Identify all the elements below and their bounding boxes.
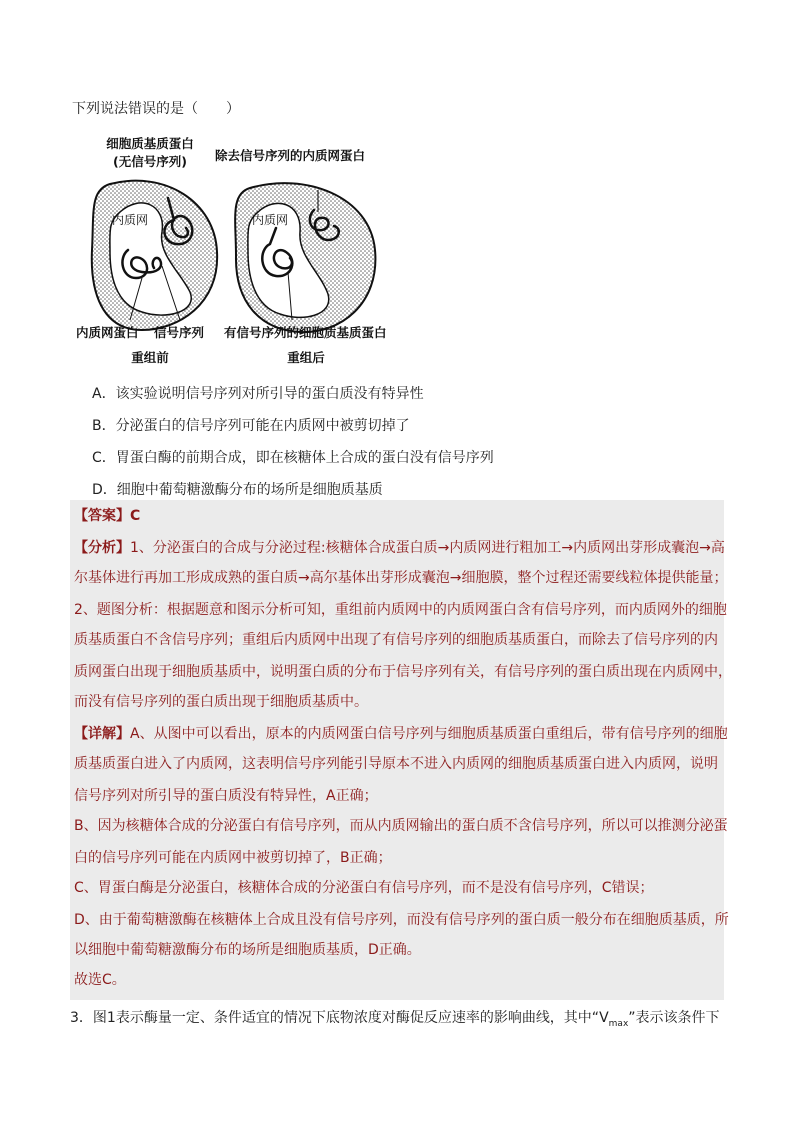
next-question [70, 1008, 720, 1034]
label-removed-signal: 除去信号序列的内质网蛋白 [214, 148, 366, 163]
final-choice: 故选C。 [74, 972, 126, 988]
analysis-line-6: 而没有信号序列的蛋白质出现于细胞质基质中。 [74, 694, 368, 710]
answer-value: C [130, 508, 141, 524]
next-question-text: 3．图1表示酶量一定、条件适宜的情况下底物浓度对酶促反应速率的影响曲线，其中“V [70, 1010, 609, 1026]
label-er-left: 内质网 [112, 213, 149, 227]
detail-line-6: C、胃蛋白酶是分泌蛋白，核糖体合成的分泌蛋白有信号序列，而不是没有信号序列，C错误； [74, 880, 654, 896]
analysis-line-3: 2、题图分析：根据题意和图示分析可知，重组前内质网中的内质网蛋白含有信号序列，而内质网外的细胞 [74, 602, 727, 618]
detail-tag: 【详解】 [74, 726, 130, 742]
detail-line-5: 白的信号序列可能在内质网中被剪切掉了，B正确； [74, 850, 392, 866]
analysis-line-4: 质基质蛋白不含信号序列；重组后内质网中出现了有信号序列的细胞质基质蛋白，而除去了信号序列的内 [74, 632, 718, 648]
label-signal-seq: 信号序列 [154, 325, 205, 340]
answer-line [74, 506, 140, 526]
detail-line-8: 以细胞中葡萄糖激酶分布的场所是细胞质基质，D正确。 [74, 942, 421, 958]
solution-panel [70, 500, 732, 1000]
option-d: D．细胞中葡萄糖激酶分布的场所是细胞质基质 [92, 482, 383, 498]
detail-line-1 [74, 724, 728, 744]
option-c: C．胃蛋白酶的前期合成，即在核糖体上合成的蛋白没有信号序列 [92, 450, 494, 466]
label-with-signal-cyto: 有信号序列的细胞质基质蛋白 [224, 325, 387, 340]
analysis-text-1: 1、分泌蛋白的合成与分泌过程:核糖体合成蛋白质→内质网进行粗加工→内质网出芽形成囊泡→高 [130, 540, 725, 556]
caption-after: 重组后 [287, 350, 325, 365]
answer-options [92, 378, 494, 506]
detail-line-4: B、因为核糖体合成的分泌蛋白有信号序列，而从内质网输出的蛋白质不含信号序列，所以可以推测分泌蛋 [74, 818, 728, 834]
label-er-right: 内质网 [252, 213, 289, 227]
label-no-signal: (无信号序列) [113, 154, 187, 169]
detail-text-1: A、从图中可以看出，原本的内质网蛋白信号序列与细胞质基质蛋白重组后，带有信号序列的细胞 [130, 726, 728, 742]
detail-line-2: 质基质蛋白进入了内质网，这表明信号序列能引导原本不进入内质网的细胞质基质蛋白进入内质网，说明 [74, 756, 718, 772]
label-cyto-protein: 细胞质基质蛋白 [106, 136, 194, 151]
cell-after [235, 183, 375, 332]
analysis-tag: 【分析】 [74, 540, 130, 556]
caption-before: 重组前 [131, 350, 169, 365]
option-a: A．该实验说明信号序列对所引导的蛋白质没有特异性 [92, 386, 424, 402]
analysis-line-1 [74, 538, 725, 558]
detail-line-3: 信号序列对所引导的蛋白质没有特异性，A正确； [74, 788, 378, 804]
vmax-subscript: max [608, 1018, 629, 1029]
protein-sorting-figure [70, 132, 430, 372]
question-stem: 下列说法错误的是（ ） [72, 101, 240, 117]
label-er-protein: 内质网蛋白 [76, 325, 139, 340]
cell-before [92, 181, 217, 330]
detail-line-7: D、由于葡萄糖激酶在核糖体上合成且没有信号序列，而没有信号序列的蛋白质一般分布在细胞质基质，所 [74, 912, 729, 928]
analysis-line-5: 质网蛋白出现于细胞质基质中，说明蛋白质的分布于信号序列有关，有信号序列的蛋白质出现在内质网中， [74, 664, 732, 680]
answer-tag: 【答案】 [74, 508, 130, 524]
protein-sorting-diagram [70, 132, 430, 372]
next-question-tail: ”表示该条件下 [628, 1010, 720, 1026]
option-b: B．分泌蛋白的信号序列可能在内质网中被剪切掉了 [92, 418, 410, 434]
analysis-line-2: 尔基体进行再加工形成成熟的蛋白质→高尔基体出芽形成囊泡→细胞膜，整个过程还需要线粒体提供能量； [74, 570, 728, 586]
